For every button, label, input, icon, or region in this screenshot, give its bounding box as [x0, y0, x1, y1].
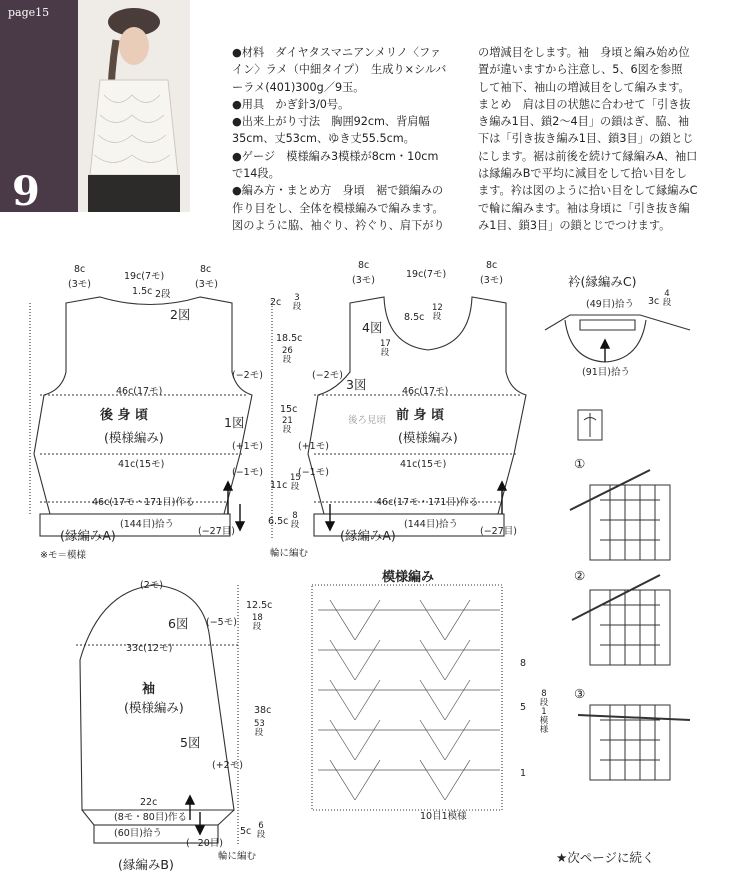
- back-dec: (−27目): [198, 526, 235, 537]
- step-illustrations: [570, 410, 690, 780]
- ring-sleeve: 輪に編む: [218, 851, 257, 862]
- back-top-right: 8c: [200, 264, 212, 275]
- continue-next-page: ★次ページに続く: [556, 850, 655, 865]
- back-neck: 1.5c: [132, 286, 153, 297]
- text-line: み1目、鎖3目」の鎖とじでつけます。: [478, 218, 671, 232]
- front-plus1: (+1モ): [298, 441, 329, 452]
- dim4: 11c: [270, 480, 288, 491]
- sleeve-width1: 33c(12モ): [126, 643, 173, 654]
- text-line: ます。衿は図のように拾い目をして縁編みC: [478, 184, 698, 198]
- back-minus1: (−1モ): [232, 467, 263, 478]
- text-line: の増減目をします。袖 身頃と編み始め位: [478, 46, 690, 59]
- stitch-chart-title: 模様編み: [382, 570, 435, 585]
- dim1: 2c: [270, 297, 282, 308]
- text-line: で輪に編みます。袖は身頃に「引き抜き編: [478, 201, 690, 215]
- watermark-text: 後ろ見頃: [348, 415, 387, 426]
- dim2-rows: 26段: [282, 346, 293, 365]
- sleeve-d1: 12.5c: [246, 600, 273, 611]
- back-minus2: (−2モ): [232, 370, 263, 381]
- stitch-chart-motif: [318, 600, 500, 800]
- back-neck-rows: 2段: [155, 289, 171, 300]
- front-neck: 8.5c: [404, 312, 425, 323]
- front-top-right2: (3モ): [480, 275, 503, 286]
- chart-row-8: 8: [520, 658, 527, 669]
- sleeve-title: 袖: [142, 682, 156, 697]
- fig2-label: 2図: [170, 307, 191, 322]
- dim1-rows: 3段: [292, 293, 302, 312]
- text-line: ●出来上がり寸法 胸囲92cm、背肩幅: [232, 115, 430, 129]
- back-plus1: (+1モ): [232, 441, 263, 452]
- step-2: ②: [574, 568, 586, 583]
- dim2: 18.5c: [276, 333, 303, 344]
- sleeve-d3-rows: 6段: [256, 821, 266, 840]
- text-line: ●編み方・まとめ方 身頃 裾で鎖編みの: [232, 184, 444, 198]
- text-line: して袖下、袖山の増減目をして編みます。: [478, 80, 690, 94]
- text-line: 図のように脇、袖ぐり、衿ぐり、肩下がり: [232, 218, 445, 232]
- front-neck-rows: 12段: [432, 303, 443, 322]
- back-sub: (模様編み): [104, 430, 164, 445]
- ring-body: 輪に編む: [270, 548, 309, 559]
- chart-repeat: 8段1模様: [539, 689, 549, 735]
- front-top-mid: 19c(7モ): [406, 269, 447, 280]
- back-top-right2: (3モ): [195, 279, 218, 290]
- dim5: 6.5c: [268, 516, 289, 527]
- front-minus2: (−2モ): [312, 370, 343, 381]
- fig3-label: 3図: [346, 377, 367, 392]
- sleeve-width2: 22c: [140, 797, 158, 808]
- step-3: ③: [574, 686, 586, 701]
- sleeve-inc: (+2モ): [212, 760, 243, 771]
- front-width1: 46c(17モ): [402, 386, 449, 397]
- back-edge: (縁編みA): [60, 528, 116, 543]
- sleeve-d2: 38c: [254, 705, 272, 716]
- note-mo: ※モ＝模様: [40, 550, 86, 561]
- text-line: イン〉ラメ（中細タイプ） 生成り×シルバ: [232, 63, 447, 77]
- sleeve-top: (2モ): [140, 580, 163, 591]
- collar-bottom: (91目)拾う: [582, 367, 631, 378]
- back-width2: 41c(15モ): [118, 459, 165, 470]
- front-top-left: 8c: [358, 260, 370, 271]
- text-line: ●ゲージ 模様編み3模様が8cm・10cm: [232, 149, 439, 163]
- collar-side-rows: 4段: [662, 289, 672, 308]
- front-pick: (144目)拾う: [404, 519, 459, 530]
- fig6-label: 6図: [168, 616, 189, 631]
- pattern-number: 9: [12, 168, 40, 215]
- text-line: 下は「引き抜き編み1目、鎖3目」の鎖とじ: [478, 132, 694, 146]
- dim3-rows: 21段: [282, 416, 293, 435]
- front-edge: (縁編みA): [340, 528, 396, 543]
- sleeve-d3: 5c: [240, 826, 252, 837]
- text-line: 作り目をし、全体を模様編みで編みます。: [232, 201, 444, 215]
- sleeve-sub: (模様編み): [124, 700, 184, 715]
- chart-bottom: 10目1模様: [420, 811, 467, 822]
- sleeve-width2b: (8モ・80目)作る: [114, 812, 188, 823]
- text-line: ーラメ(401)300g／9玉。: [232, 80, 365, 94]
- sleeve-pick: (60目)拾う: [114, 828, 163, 839]
- front-top-right: 8c: [486, 260, 498, 271]
- dim4-rows: 15段: [290, 473, 301, 492]
- back-width1: 46c(17モ): [116, 386, 163, 397]
- back-top-left2: (3モ): [68, 279, 91, 290]
- text-line: は縁編みBで平均に減目をして拾い目をし: [478, 167, 688, 181]
- dim3: 15c: [280, 404, 298, 415]
- sleeve-d2-rows: 53段: [254, 719, 265, 738]
- front-title: 前 身 頃: [396, 408, 445, 423]
- fig5-label: 5図: [180, 735, 201, 750]
- front-top-left2: (3モ): [352, 275, 375, 286]
- text-line: 置が違いますから注意し、5、6図を参照: [478, 63, 683, 77]
- front-dec: (−27目): [480, 526, 517, 537]
- front-minus1: (−1モ): [298, 467, 329, 478]
- chart-row-1: 1: [520, 768, 527, 779]
- text-line: 35cm、丈53cm、ゆき丈55.5cm。: [232, 132, 415, 146]
- sleeve-d1-rows: 18段: [252, 613, 263, 632]
- collar-top: (49目)拾う: [586, 299, 635, 310]
- collar-title: 衿(縁編みC): [568, 274, 637, 289]
- front-width3: 46c(17モ・171目)作る: [376, 497, 479, 508]
- fig4-label: 4図: [362, 320, 383, 335]
- text-line: ●材料 ダイヤタスマニアンメリノ〈ファ: [232, 46, 442, 59]
- sleeve-dec2: (−20目): [186, 838, 223, 849]
- dim5-rows: 8段: [290, 511, 300, 530]
- front-width2: 41c(15モ): [400, 459, 447, 470]
- page-label: page15: [8, 6, 50, 19]
- back-top-mid: 19c(7モ): [124, 271, 165, 282]
- sleeve-edge: (縁編みB): [118, 857, 174, 872]
- back-width3: 46c(17モ・171目)作る: [92, 497, 195, 508]
- text-line: き編み1目、鎖2～4目」の鎖はぎ、脇、袖: [478, 115, 690, 129]
- text-line: まとめ 肩は目の状態に合わせて「引き抜: [478, 97, 691, 111]
- text-line: で14段。: [232, 167, 280, 181]
- step-1: ①: [574, 456, 586, 471]
- back-pick: (144目)拾う: [120, 519, 175, 530]
- back-title: 後 身 頃: [100, 408, 149, 423]
- collar-outline: [545, 315, 690, 362]
- text-line: ●用具 かぎ針3/0号。: [232, 97, 350, 111]
- chart-row-5: 5: [520, 702, 527, 713]
- sleeve-dec: (−5モ): [206, 617, 237, 628]
- front-neck-rows2: 17段: [380, 339, 391, 358]
- text-line: にします。裾は前後を続けて縁編みA、袖口: [478, 149, 698, 163]
- back-top-left: 8c: [74, 264, 86, 275]
- front-sub: (模様編み): [398, 430, 458, 445]
- collar-side: 3c: [648, 296, 660, 307]
- fig1-label: 1図: [224, 415, 245, 430]
